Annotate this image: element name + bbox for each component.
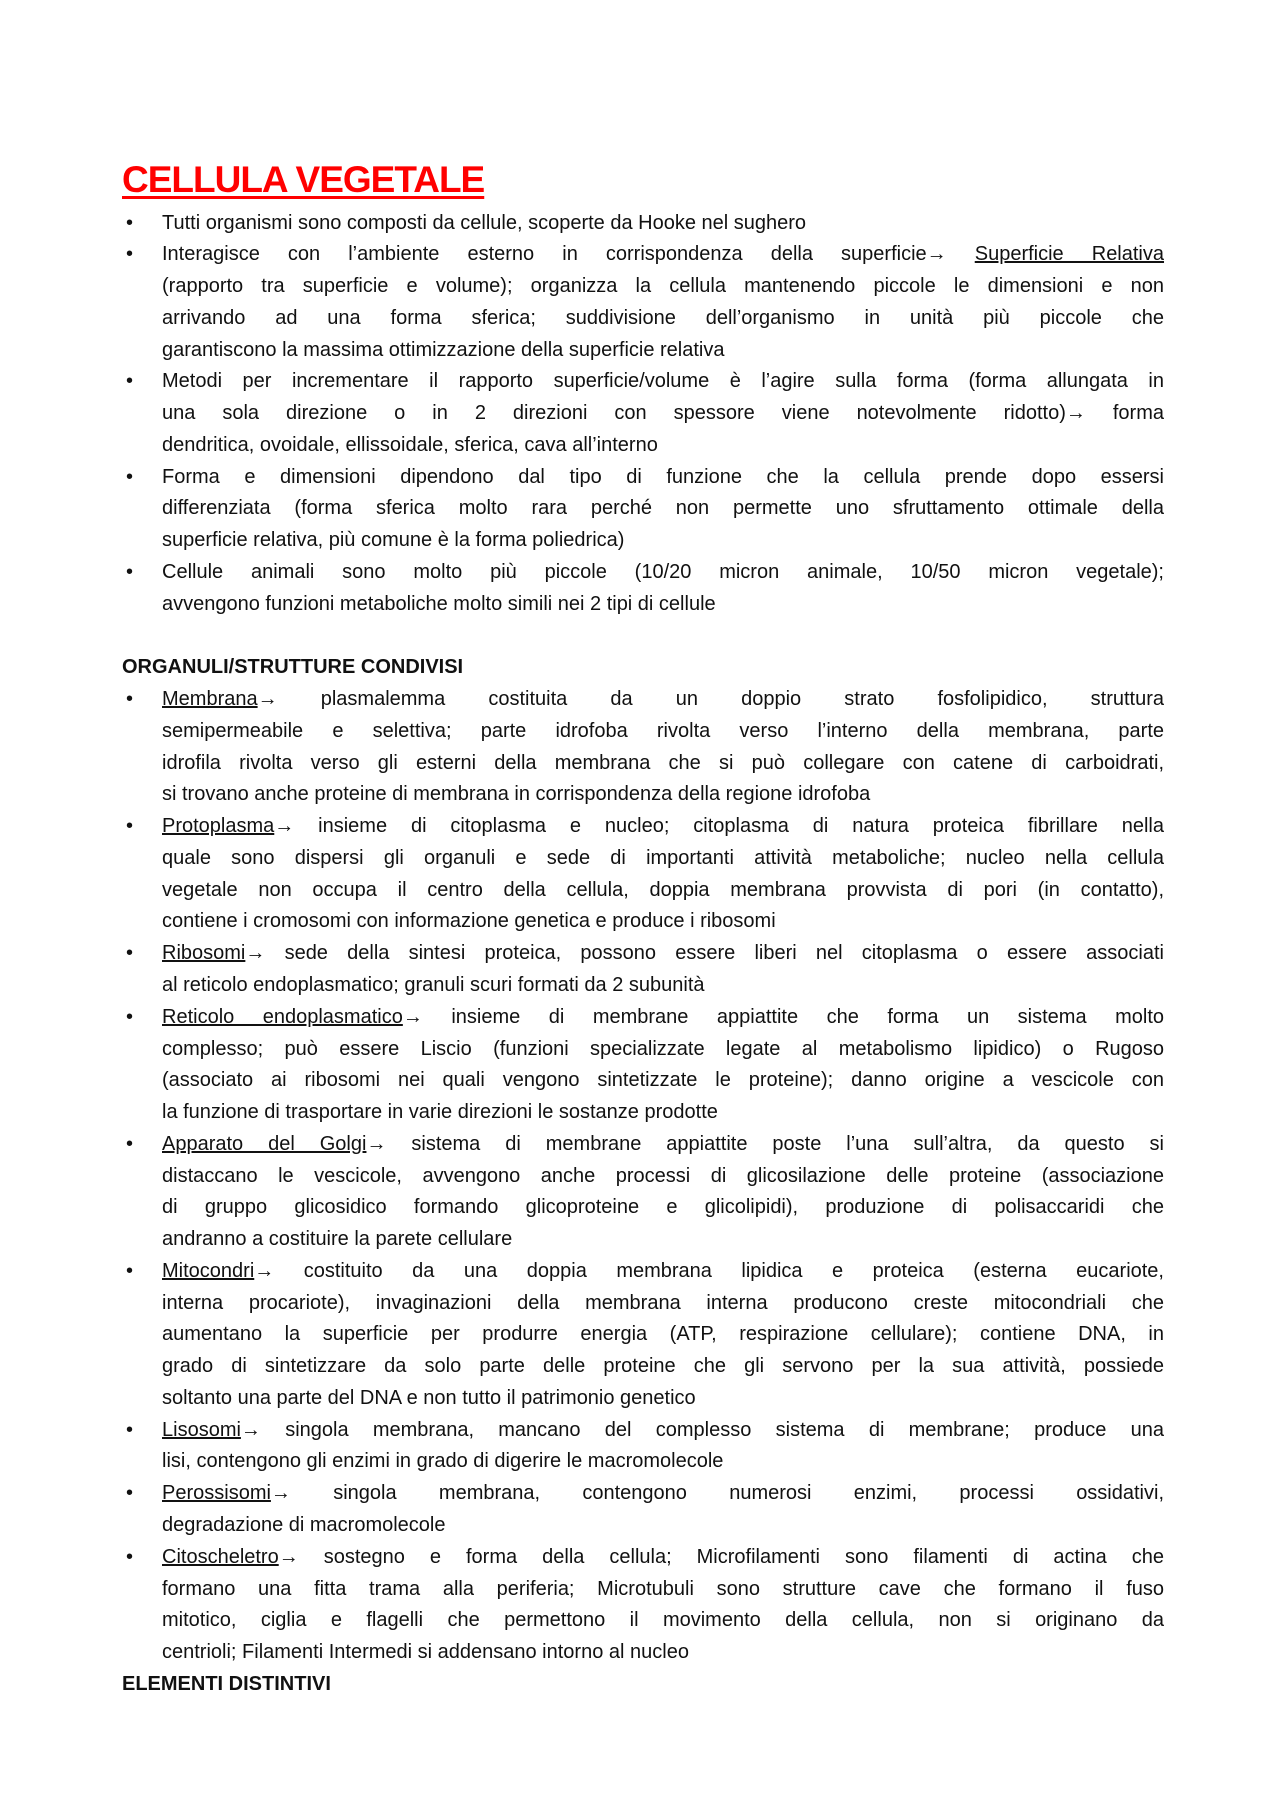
line-text: aumentano la superficie per produrre energia (ATP, respirazione cellulare); contiene DNA, in bbox=[162, 1323, 1164, 1346]
text-line bbox=[162, 1510, 1164, 1542]
text-line bbox=[162, 462, 1164, 494]
text-line bbox=[162, 1034, 1164, 1066]
line-text: una sola direzione o in 2 direzioni con spessore viene notevolmente ridotto) bbox=[162, 402, 1066, 425]
text-line bbox=[162, 208, 1164, 240]
line-text: arrivando ad una forma sferica; suddivisione dell’organismo in unità più piccole che bbox=[162, 306, 1164, 329]
line-text: soltanto una parte del DNA e non tutto il patrimonio genetico bbox=[162, 1386, 696, 1409]
line-text: la funzione di trasportare in varie direzioni le sostanze prodotte bbox=[162, 1101, 718, 1124]
arrow-icon: → bbox=[402, 1005, 423, 1028]
arrow-icon: → bbox=[1065, 402, 1086, 425]
document-body bbox=[122, 208, 1164, 1701]
bullet-icon: • bbox=[126, 1005, 134, 1028]
text-line bbox=[162, 1256, 1164, 1288]
arrow-icon: → bbox=[245, 942, 266, 965]
line-text: (associato ai ribosomi nei quali vengono sintetizzate le proteine); danno origine a vescicole con bbox=[162, 1069, 1164, 1092]
line-text: mitotico, ciglia e flagelli che permettono il movimento della cellula, non si originano da bbox=[162, 1609, 1164, 1632]
document-title: CELLULA VEGETALE bbox=[122, 159, 485, 200]
term-label: Apparato del Golgi bbox=[162, 1132, 367, 1155]
term-label: Ribosomi bbox=[162, 942, 246, 965]
line-text: sostegno e forma della cellula; Microfilamenti sono filamenti di actina che bbox=[298, 1545, 1164, 1568]
line-text: superficie relativa, più comune è la forma poliedrica) bbox=[162, 529, 625, 552]
bullet-icon: • bbox=[126, 815, 134, 838]
line-text: insieme di citoplasma e nucleo; citoplasma di natura proteica fibrillare nella bbox=[294, 815, 1164, 838]
text-line bbox=[162, 557, 1164, 589]
line-text: Cellule animali sono molto più piccole (10/20 micron animale, 10/50 micron vegetale); bbox=[162, 561, 1164, 584]
line-text: grado di sintetizzare da solo parte delle proteine che gli servono per la sua attività, possiede bbox=[162, 1355, 1164, 1378]
line-text: formano una fitta trama alla periferia; Microtubuli sono strutture cave che formano il fuso bbox=[162, 1577, 1164, 1600]
arrow-icon: → bbox=[270, 1482, 291, 1505]
text-line bbox=[162, 239, 1164, 271]
bullet-icon: • bbox=[126, 688, 134, 711]
organelle-item bbox=[122, 1129, 1164, 1256]
line-text: si trovano anche proteine di membrana in corrispondenza della regione idrofoba bbox=[162, 783, 871, 806]
line-text: dendritica, ovoidale, ellissoidale, sferica, cava all’interno bbox=[162, 433, 658, 456]
organelle-item bbox=[122, 1256, 1164, 1415]
line-text: distaccano le vescicole, avvengono anche processi di glicosilazione delle proteine (associazione bbox=[162, 1164, 1164, 1187]
text-line bbox=[162, 398, 1164, 430]
text-line bbox=[162, 1319, 1164, 1351]
arrow-icon: → bbox=[240, 1418, 261, 1441]
text-line bbox=[162, 335, 1164, 367]
organelle-item bbox=[122, 811, 1164, 938]
text-line bbox=[162, 1065, 1164, 1097]
line-text: centrioli; Filamenti Intermedi si addensano intorno al nucleo bbox=[162, 1641, 689, 1664]
text-line bbox=[162, 430, 1164, 462]
line-text: Tutti organismi sono composti da cellule, scoperte da Hooke nel sughero bbox=[162, 211, 807, 234]
line-text: vegetale non occupa il centro della cellula, doppia membrana provvista di pori (in contatto), bbox=[162, 878, 1164, 901]
term-label: Mitocondri bbox=[162, 1259, 255, 1282]
text-line bbox=[162, 1129, 1164, 1161]
text-line bbox=[162, 589, 1164, 621]
line-text: Metodi per incrementare il rapporto superficie/volume è l’agire sulla forma (forma allungata in bbox=[162, 370, 1164, 393]
text-line bbox=[162, 1637, 1164, 1669]
text-line bbox=[162, 1415, 1164, 1447]
text-line bbox=[162, 906, 1164, 938]
list-item bbox=[122, 366, 1164, 461]
text-line bbox=[162, 525, 1164, 557]
text-line bbox=[162, 1478, 1164, 1510]
term-label: Protoplasma bbox=[162, 815, 275, 838]
arrow-icon: → bbox=[257, 688, 278, 711]
line-text: insieme di membrane appiattite che forma un sistema molto bbox=[422, 1005, 1164, 1028]
line-text: sede della sintesi proteica, possono essere liberi nel citoplasma o essere associati bbox=[265, 942, 1164, 965]
line-text: (rapporto tra superficie e volume); organizza la cellula mantenendo piccole le dimensioni e non bbox=[162, 275, 1164, 298]
line-text: differenziata (forma sferica molto rara perché non permette uno sfruttamento ottimale della bbox=[162, 497, 1164, 520]
organelle-item bbox=[122, 684, 1164, 811]
line-text: avvengono funzioni metaboliche molto simili nei 2 tipi di cellule bbox=[162, 592, 716, 615]
line-text: Interagisce con l’ambiente esterno in corrispondenza della superficie bbox=[162, 243, 927, 266]
bullet-icon: • bbox=[126, 1482, 134, 1505]
line-text: interna procariote), invaginazioni della membrana interna producono creste mitocondriali che bbox=[162, 1291, 1164, 1314]
line-text: contiene i cromosomi con informazione genetica e produce i ribosomi bbox=[162, 910, 776, 933]
line-text: andranno a costituire la parete cellulare bbox=[162, 1228, 513, 1251]
line-text: degradazione di macromolecole bbox=[162, 1513, 446, 1536]
term-label: Superficie Relativa bbox=[974, 243, 1165, 266]
text-line bbox=[162, 1351, 1164, 1383]
organelle-item bbox=[122, 1478, 1164, 1542]
organelle-item bbox=[122, 1415, 1164, 1479]
organelle-item bbox=[122, 938, 1164, 1002]
line-text: semipermeabile e selettiva; parte idrofoba rivolta verso l’interno della membrana, parte bbox=[162, 719, 1164, 742]
list-item bbox=[122, 208, 1164, 240]
term-label: Reticolo endoplasmatico bbox=[162, 1005, 403, 1028]
text-line bbox=[162, 1288, 1164, 1320]
text-line bbox=[162, 1002, 1164, 1034]
text-line bbox=[162, 938, 1164, 970]
text-line bbox=[162, 779, 1164, 811]
list-item bbox=[122, 557, 1164, 621]
list-item bbox=[122, 239, 1164, 366]
arrow-icon: → bbox=[366, 1132, 387, 1155]
text-line bbox=[162, 1574, 1164, 1606]
arrow-icon: → bbox=[274, 815, 295, 838]
text-line bbox=[162, 1192, 1164, 1224]
bullet-icon: • bbox=[126, 1418, 134, 1441]
blank-line bbox=[122, 621, 1164, 653]
text-line bbox=[162, 684, 1164, 716]
bullet-icon: • bbox=[126, 211, 134, 234]
text-line bbox=[162, 366, 1164, 398]
line-text: singola membrana, mancano del complesso sistema di membrane; produce una bbox=[260, 1418, 1164, 1441]
text-line bbox=[162, 303, 1164, 335]
term-label: Citoscheletro bbox=[162, 1545, 279, 1568]
organelle-item bbox=[122, 1002, 1164, 1129]
text-line bbox=[162, 1446, 1164, 1478]
line-text: di gruppo glicosidico formando glicoproteine e glicolipidi), produzione di polisaccaridi che bbox=[162, 1196, 1164, 1219]
list-item bbox=[122, 462, 1164, 557]
line-text: complesso; può essere Liscio (funzioni specializzate legate al metabolismo lipidico) o Rugoso bbox=[162, 1037, 1164, 1060]
text-line bbox=[162, 1605, 1164, 1637]
text-line bbox=[162, 970, 1164, 1002]
line-text: singola membrana, contengono numerosi enzimi, processi ossidativi, bbox=[290, 1482, 1164, 1505]
line-text: Forma e dimensioni dipendono dal tipo di funzione che la cellula prende dopo essersi bbox=[162, 465, 1164, 488]
line-text: lisi, contengono gli enzimi in grado di digerire le macromolecole bbox=[162, 1450, 724, 1473]
line-text: garantiscono la massima ottimizzazione della superficie relativa bbox=[162, 338, 725, 361]
bullet-icon: • bbox=[126, 243, 134, 266]
text-line bbox=[162, 1161, 1164, 1193]
text-line bbox=[162, 1097, 1164, 1129]
line-text: forma bbox=[1112, 402, 1164, 425]
text-line bbox=[162, 716, 1164, 748]
line-text: sistema di membrane appiattite poste l’una sull’altra, da questo si bbox=[386, 1132, 1164, 1155]
organelle-item bbox=[122, 1542, 1164, 1669]
text-line bbox=[162, 1542, 1164, 1574]
line-text: plasmalemma costituita da un doppio strato fosfolipidico, struttura bbox=[277, 688, 1164, 711]
arrow-icon: → bbox=[278, 1545, 299, 1568]
text-line bbox=[162, 748, 1164, 780]
bullet-icon: • bbox=[126, 942, 134, 965]
bullet-icon: • bbox=[126, 1132, 134, 1155]
bullet-icon: • bbox=[126, 1545, 134, 1568]
arrow-icon: → bbox=[254, 1259, 275, 1282]
line-text: al reticolo endoplasmatico; granuli scuri formati da 2 subunità bbox=[162, 973, 705, 996]
text-line bbox=[162, 493, 1164, 525]
text-line bbox=[162, 1224, 1164, 1256]
arrow-icon: → bbox=[926, 243, 947, 266]
term-label: Perossisomi bbox=[162, 1482, 271, 1505]
line-text: costituito da una doppia membrana lipidica e proteica (esterna eucariote, bbox=[274, 1259, 1164, 1282]
bullet-icon: • bbox=[126, 1259, 134, 1282]
section-heading: ORGANULI/STRUTTURE CONDIVISI bbox=[122, 656, 464, 679]
bullet-icon: • bbox=[126, 561, 134, 584]
text-line bbox=[162, 271, 1164, 303]
bullet-icon: • bbox=[126, 370, 134, 393]
text-line bbox=[162, 1383, 1164, 1415]
term-label: Membrana bbox=[162, 688, 258, 711]
section-heading: ELEMENTI DISTINTIVI bbox=[122, 1672, 331, 1695]
bullet-icon: • bbox=[126, 465, 134, 488]
text-line bbox=[162, 811, 1164, 843]
text-line bbox=[162, 875, 1164, 907]
text-line bbox=[162, 843, 1164, 875]
term-label: Lisosomi bbox=[162, 1418, 241, 1441]
line-text: idrofila rivolta verso gli esterni della membrana che si può collegare con catene di carboidrati, bbox=[162, 751, 1164, 774]
line-text: quale sono dispersi gli organuli e sede di importanti attività metaboliche; nucleo nella cellula bbox=[162, 846, 1164, 869]
